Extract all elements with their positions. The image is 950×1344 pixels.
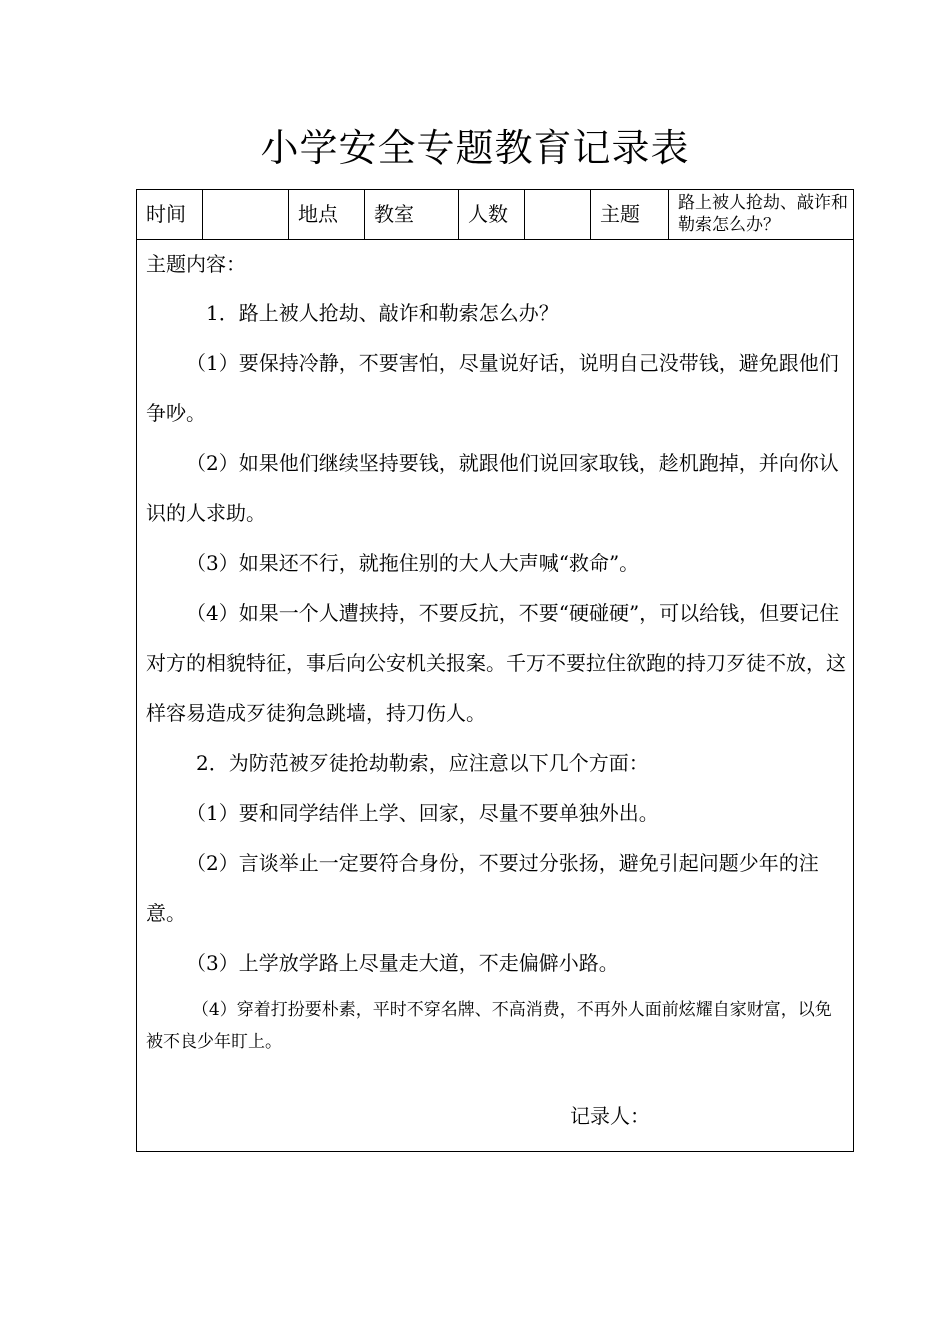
- content-paragraph: （1）要和同学结伴上学、回家，尽量不要单独外出。: [186, 801, 659, 825]
- section-heading-1: 1．路上被人抢劫、敲诈和勒索怎么办？: [206, 301, 559, 325]
- content-paragraph: （4）如果一个人遭挟持，不要反抗，不要“硬碰硬”，可以给钱，但要记住对方的相貌特征，事后向公安机关报案。千万不要拉住欲跑的持刀歹徒不放，这样容易造成歹徒狗急跳墙，持刀伤人。: [146, 601, 846, 725]
- page-title: 小学安全专题教育记录表: [260, 126, 690, 170]
- topic-label: 主题: [591, 190, 669, 240]
- content-paragraph: （2）如果他们继续坚持要钱，就跟他们说回家取钱，趁机跑掉，并向你认识的人求助。: [146, 451, 839, 525]
- topic-value: 路上被人抢劫、敲诈和勒索怎么办？: [669, 190, 854, 240]
- count-value-field: [525, 190, 591, 240]
- place-label: 地点: [289, 190, 365, 240]
- record-table: [136, 189, 854, 1152]
- content-body: [146, 288, 846, 1058]
- time-value-field: [203, 190, 289, 240]
- count-label: 人数: [459, 190, 525, 240]
- content-paragraph: （2）言谈举止一定要符合身份，不要过分张扬，避免引起问题少年的注意。: [146, 851, 819, 925]
- content-row: [137, 240, 854, 1152]
- content-cell: [137, 240, 854, 1152]
- content-paragraph: （1）要保持冷静，不要害怕，尽量说好话，说明自己没带钱，避免跟他们争吵。: [146, 351, 839, 425]
- content-paragraph: （4）穿着打扮要朴素，平时不穿名牌、不高消费，不再外人面前炫耀自家财富，以免被不良少年盯上。: [146, 1000, 832, 1052]
- header-row: [137, 190, 854, 240]
- recorder-label: 记录人：: [570, 1104, 650, 1128]
- content-paragraph: （3）上学放学路上尽量走大道，不走偏僻小路。: [186, 951, 619, 975]
- time-label: 时间: [137, 190, 203, 240]
- place-value: 教室: [365, 190, 459, 240]
- section-heading-2: 2．为防范被歹徒抢劫勒索，应注意以下几个方面：: [196, 751, 649, 775]
- content-paragraph: （3）如果还不行，就拖住别的大人大声喊“救命”。: [186, 551, 640, 575]
- content-label: 主题内容：: [146, 252, 246, 276]
